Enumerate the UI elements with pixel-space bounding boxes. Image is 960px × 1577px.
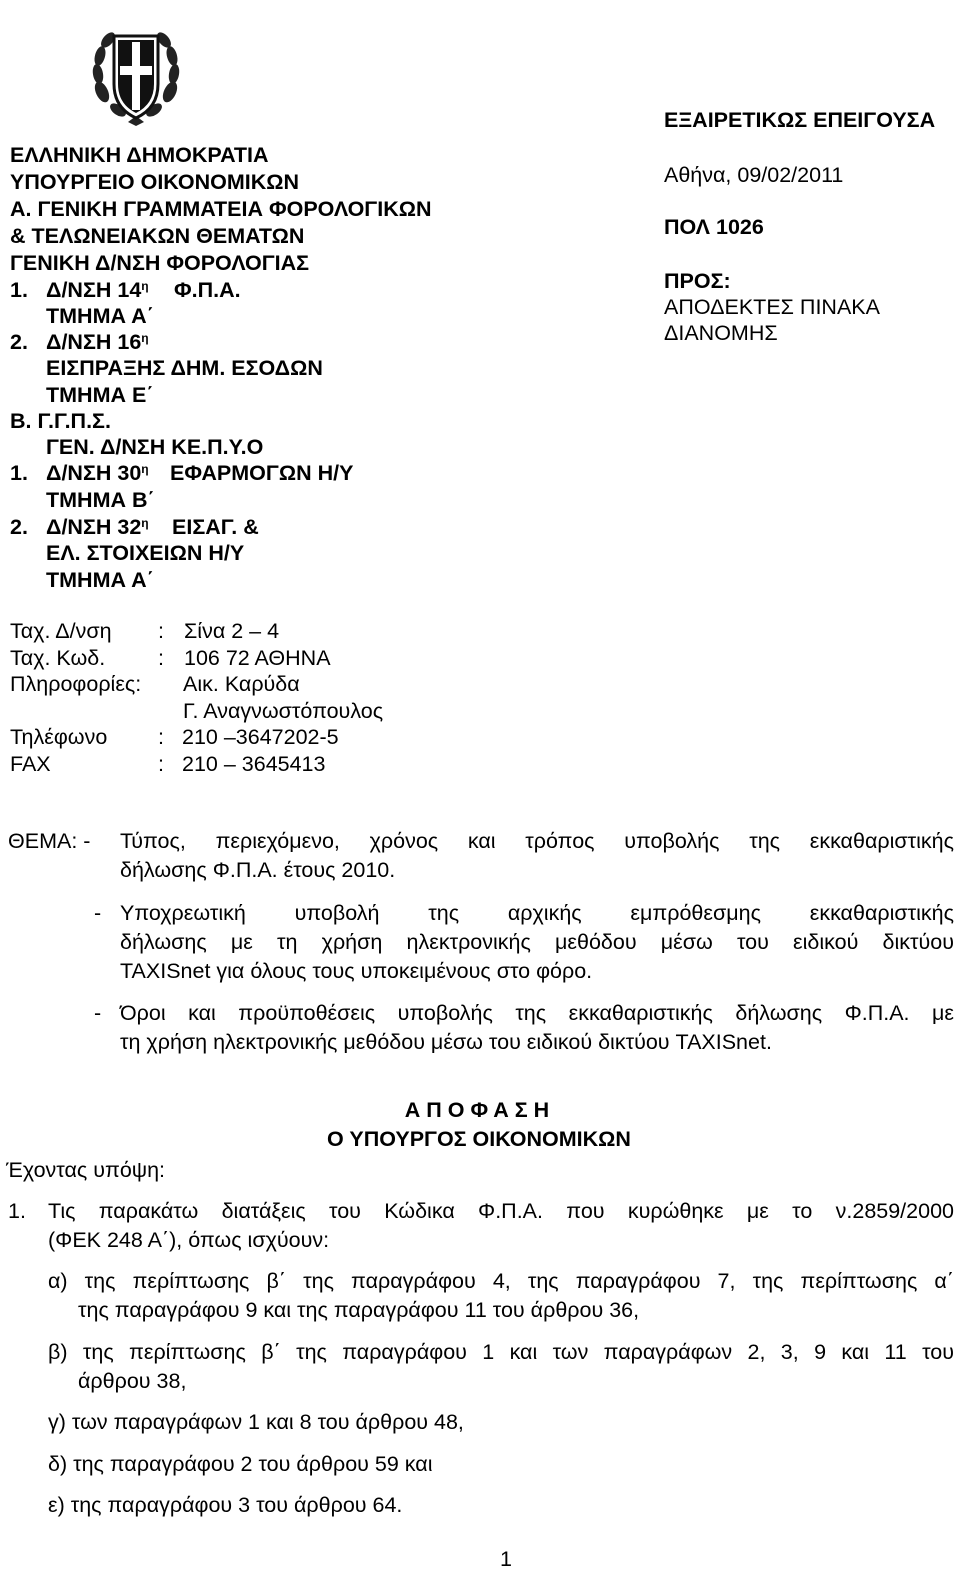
directorate-30 [10,460,354,486]
subject-item-1-line-1: Τύπος, περιεχόμενο, χρόνος και τρόπος υποβολής της εκκαθαριστικής [120,829,954,853]
item-number: 1. [10,461,28,485]
directorate-32-line2: ΕΛ. ΣΤΟΙΧΕΙΩΝ Η/Υ [46,541,245,565]
paragraph-1-line-2: (ΦΕΚ 248 Α΄), όπως ισχύουν: [48,1228,330,1252]
decision-title: Α Π Ο Φ Α Σ Η [404,1098,550,1122]
contact-label: Ταχ. Δ/νση [10,619,112,643]
provision-e: ε) της παραγράφου 3 του άρθρου 64. [48,1493,403,1517]
directorate-suffix: ΕΙΣΑΓ. & [172,515,259,539]
document-date: Αθήνα, 09/02/2011 [664,163,844,187]
contact-separator: : [158,619,164,643]
header-line: ΥΠΟΥΡΓΕΙΟ ΟΙΚΟΝΟΜΙΚΩΝ [10,170,299,194]
provision-a-line-1: α) της περίπτωσης β΄ της παραγράφου 4, της παραγράφου 7, της περίπτωσης α΄ [48,1269,954,1293]
provision-b-line-2: άρθρου 38, [78,1369,187,1393]
department: ΤΜΗΜΑ Α΄ [46,304,154,328]
department: ΤΜΗΜΑ Α΄ [46,568,154,592]
contact-separator: : [158,752,164,776]
department: ΤΜΗΜΑ Ε΄ [46,383,154,407]
contact-label: Πληροφορίες: [10,672,142,696]
contact-value: 210 – 3645413 [182,752,326,776]
directorate-name: Δ/ΝΣΗ $30^\eta$ [46,461,149,485]
directorate-32 [10,514,259,540]
contact-separator: : [158,646,164,670]
subject-item-1-line-2: δήλωσης Φ.Π.Α. έτους 2010. [120,858,396,882]
subject-item-3-line-1: Όροι και προϋποθέσεις υποβολής της εκκαθαριστικής δήλωσης Φ.Π.Α. με [120,1001,954,1025]
item-number: 1. [10,278,28,302]
directorate-suffix: ΕΦΑΡΜΟΓΩΝ Η/Υ [170,461,354,485]
contact-value: 210 –3647202-5 [182,725,339,749]
provision-c: γ) των παραγράφων 1 και 8 του άρθρου 48, [48,1410,464,1434]
header-line: Α. ΓΕΝΙΚΗ ΓΡΑΜΜΑΤΕΙΑ ΦΟΡΟΛΟΓΙΚΩΝ [10,197,432,221]
directorate-16-line2: ΕΙΣΠΡΑΞΗΣ ΔΗΜ. ΕΣΟΔΩΝ [46,356,323,380]
recipients-label: ΠΡΟΣ: [664,269,731,293]
directorate-suffix: Φ.Π.Α. [174,278,241,302]
provision-b-line-1: β) της περίπτωσης β΄ της παραγράφου 1 και των παραγράφων 2, 3, 9 και 11 του [48,1340,954,1364]
contact-label: Ταχ. Κωδ. [10,646,106,670]
document-reference: ΠΟΛ 1026 [664,215,764,239]
subject-item-2-line-2: δήλωσης με τη χρήση ηλεκτρονικής μεθόδου μέσω του ειδικού δικτύου [120,930,954,954]
item-number: 2. [10,330,28,354]
recipients-line: ΑΠΟΔΕΚΤΕΣ ΠΙΝΑΚΑ [664,295,880,319]
provision-d: δ) της παραγράφου 2 του άρθρου 59 και [48,1452,433,1476]
paragraph-1-line-1: Τις παρακάτω διατάξεις του Κώδικα Φ.Π.Α. που κυρώθηκε με το ν.2859/2000 [48,1199,954,1223]
directorate-16 [10,329,149,355]
contact-value: Γ. Αναγνωστόπουλος [183,699,384,723]
subject-item-2-line-3: TAXISnet για όλους τους υποκειμένους στο φόρο. [120,959,593,983]
directorate-name: Δ/ΝΣΗ $16^\eta$ [46,330,149,354]
contact-value: 106 72 ΑΘΗΝΑ [184,646,331,670]
contact-separator: : [158,725,164,749]
greek-coat-of-arms-icon [88,22,184,130]
subject-label: ΘΕΜΑ: - [8,829,91,853]
header-line: & ΤΕΛΩΝΕΙΑΚΩΝ ΘΕΜΑΤΩΝ [10,224,305,248]
paragraph-number: 1. [8,1199,26,1223]
page-number: 1 [500,1547,512,1571]
contact-value: Σίνα 2 – 4 [184,619,280,643]
contact-label: Τηλέφωνο [10,725,108,749]
header-line: ΓΕΝΙΚΗ Δ/ΝΣΗ ΦΟΡΟΛΟΓΙΑΣ [10,251,310,275]
urgency-label: ΕΞΑΙΡΕΤΙΚΩΣ ΕΠΕΙΓΟΥΣΑ [664,108,936,132]
directorate-name: Δ/ΝΣΗ $32^\eta$ [46,515,149,539]
contact-label: FAX [10,752,51,776]
header-line: ΕΛΛΗΝΙΚΗ ΔΗΜΟΚΡΑΤΙΑ [10,143,269,167]
subject-dash: - [94,1001,102,1025]
subject-item-3-line-2: τη χρήση ηλεκτρονικής μεθόδου μέσω του ειδικού δικτύου TAXISnet. [120,1030,772,1054]
contact-value: Αικ. Καρύδα [183,672,300,696]
item-number: 2. [10,515,28,539]
department: ΤΜΗΜΑ Β΄ [46,488,155,512]
secretariat-line: Β. Γ.Γ.Π.Σ. [10,409,111,433]
considering-label: Έχοντας υπόψη: [6,1158,166,1182]
decision-subtitle: Ο ΥΠΟΥΡΓΟΣ ΟΙΚΟΝΟΜΙΚΩΝ [327,1127,631,1151]
subject-item-2-line-1: Υποχρεωτική υποβολή της αρχικής εμπρόθεσμης εκκαθαριστικής [120,901,954,925]
recipients-line: ΔΙΑΝΟΜΗΣ [664,321,778,345]
directorate-14 [10,277,241,303]
provision-a-line-2: της παραγράφου 9 και της παραγράφου 11 του άρθρου 36, [78,1298,640,1322]
subject-dash: - [94,901,102,925]
general-directorate-line: ΓΕΝ. Δ/ΝΣΗ ΚΕ.Π.Υ.Ο [46,435,264,459]
directorate-name: Δ/ΝΣΗ $14^\eta$ [46,278,149,302]
